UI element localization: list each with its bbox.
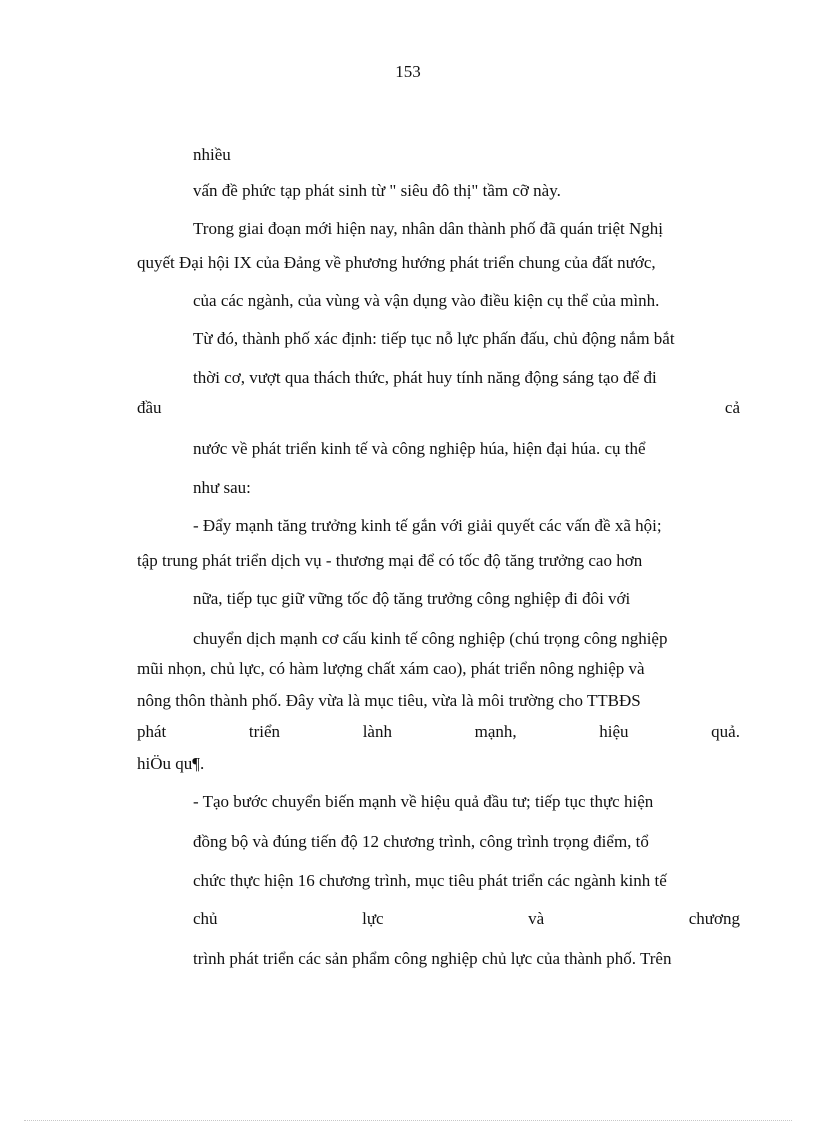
text-line: - Đẩy mạnh tăng trưởng kinh tế gắn với giải quyết các vấn đề xã hội;	[193, 516, 662, 535]
page-bottom-divider	[24, 1120, 792, 1121]
word: triển	[248, 722, 281, 741]
word: lực	[362, 909, 384, 928]
text-line: đồng bộ và đúng tiến độ 12 chương trình, công trình trọng điểm, tổ	[193, 832, 649, 851]
text-line: quyết Đại hội IX của Đảng về phương hướng phát triển chung của đất nước,	[137, 253, 656, 272]
text-line: Trong giai đoạn mới hiện nay, nhân dân thành phố đã quán triệt Nghị	[193, 219, 663, 238]
word: chủ	[193, 909, 218, 928]
word: và	[528, 909, 545, 928]
justified-line	[193, 908, 740, 930]
justified-line	[137, 721, 740, 743]
word: lành	[362, 722, 392, 741]
text-line: mũi nhọn, chủ lực, có hàm lượng chất xám cao), phát triển nông nghiệp và	[137, 659, 645, 678]
text-line: của các ngành, của vùng và vận dụng vào điều kiện cụ thể của mình.	[193, 291, 660, 310]
text-line: tập trung phát triển dịch vụ - thương mại để có tốc độ tăng trưởng cao hơn	[137, 551, 643, 570]
text-line: thời cơ, vượt qua thách thức, phát huy tính năng động sáng tạo để đi	[193, 368, 657, 387]
text-line: Từ đó, thành phố xác định: tiếp tục nỗ lực phấn đấu, chủ động nắm bắt	[193, 329, 675, 348]
word: phát	[137, 722, 167, 741]
text-line: trình phát triển các sản phẩm công nghiệp chủ lực của thành phố. Trên	[193, 949, 672, 968]
page-number: 153	[395, 62, 421, 81]
text-line: chức thực hiện 16 chương trình, mục tiêu phát triển các ngành kinh tế	[193, 871, 667, 890]
word: mạnh,	[474, 722, 517, 741]
text-line: - Tạo bước chuyển biến mạnh về hiệu quả đầu tư; tiếp tục thực hiện	[193, 792, 654, 811]
text-line: vấn đề phức tạp phát sinh từ " siêu đô thị" tầm cỡ này.	[193, 181, 561, 200]
text-line: nước về phát triển kinh tế và công nghiệp húa, hiện đại húa. cụ thể	[193, 439, 646, 458]
word: quả.	[711, 722, 740, 741]
text-line: như sau:	[193, 478, 251, 497]
text-line: nông thôn thành phố. Đây vừa là mục tiêu, vừa là môi trường cho TTBĐS	[137, 691, 641, 710]
word: cả	[724, 398, 740, 417]
word: hiệu	[599, 722, 629, 741]
justified-line	[137, 397, 740, 419]
text-line: nữa, tiếp tục giữ vững tốc độ tăng trưởng công nghiệp đi đôi với	[193, 589, 631, 608]
text-line: hiÖu qu¶.	[137, 754, 205, 773]
word: chương	[688, 909, 740, 928]
word: đầu	[137, 398, 162, 417]
text-line: nhiều	[193, 145, 231, 164]
text-line: chuyển dịch mạnh cơ cấu kinh tế công nghiệp (chú trọng công nghiệp	[193, 629, 668, 648]
